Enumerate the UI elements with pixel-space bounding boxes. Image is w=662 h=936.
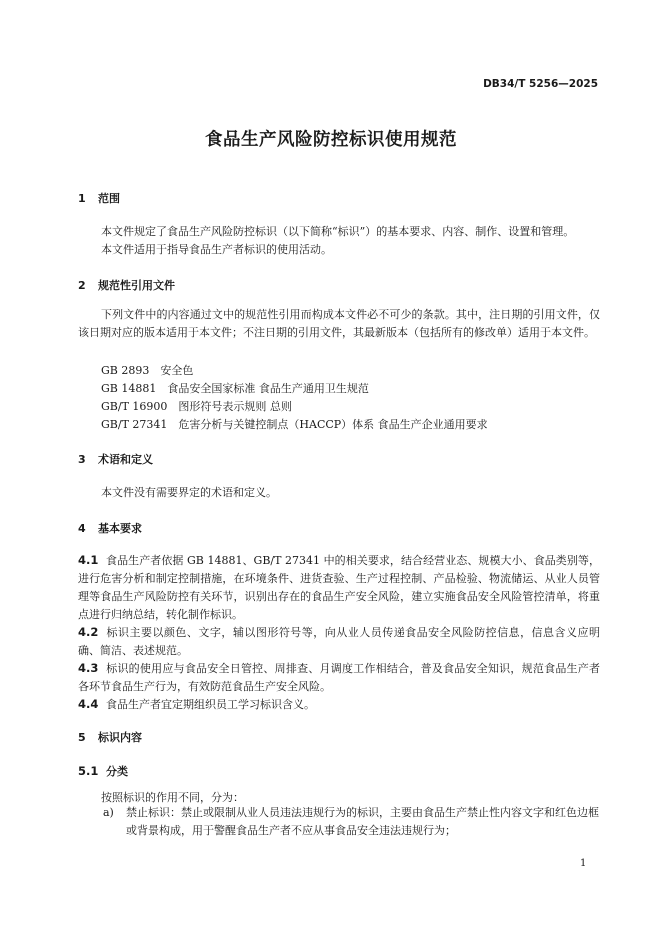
reference-item: GB/T 16900 图形符号表示规则 总则 <box>101 400 292 413</box>
section-title: 术语和定义 <box>98 453 153 466</box>
clause-text: 食品生产者依据 GB 14881、GB/T 27341 中的相关要求，结合经营业态、规模大小、食品类别等，进行危害分析和制定控制措施，在环境条件、进货查验、生产过程控制、产品检验、物流储运、从业人员管理等食品生产风险防控有关环节，识别出存在的食品生产安全风险，建立实施食品安全风险管控清单，将重点进行归纳总结，转化制作标识。 <box>78 554 600 621</box>
paragraph: 本文件没有需要界定的术语和定义。 <box>101 486 277 499</box>
section-title: 标识内容 <box>98 731 142 744</box>
document-title: 食品生产风险防控标识使用规范 <box>205 130 457 150</box>
section-title: 基本要求 <box>98 522 142 535</box>
subsection-number: 5.1 <box>78 764 99 778</box>
subsection-title: 分类 <box>106 765 128 778</box>
clause-4-4 <box>78 695 600 714</box>
clause-text: 食品生产者宜定期组织员工学习标识含义。 <box>106 698 315 711</box>
clause-4-3 <box>78 659 600 696</box>
clause-4-1 <box>78 551 600 624</box>
paragraph: 本文件规定了食品生产风险防控标识（以下简称“标识”）的基本要求、内容、制作、设置和管理。 <box>101 225 575 238</box>
clause-number: 4.3 <box>78 661 99 675</box>
section-title: 范围 <box>98 192 120 205</box>
document-number: DB34/T 5256—2025 <box>483 78 598 90</box>
clause-text: 标识主要以颜色、文字，辅以图形符号等，向从业人员传递食品安全风险防控信息，信息含义应明确、简洁、表述规范。 <box>78 626 600 657</box>
page-number: 1 <box>580 858 587 869</box>
clause-number: 4.1 <box>78 553 99 567</box>
section-3-heading <box>78 451 153 467</box>
section-1-heading <box>78 190 120 206</box>
section-number: 3 <box>78 453 86 466</box>
reference-item: GB 2893 安全色 <box>101 364 194 377</box>
list-item-text: 禁止标识：禁止或限制从业人员违法违规行为的标识，主要由食品生产禁止性内容文字和红色边框或背景构成，用于警醒食品生产者不应从事食品安全违法违规行为； <box>126 806 599 837</box>
subsection-5-1-heading <box>78 763 128 779</box>
section-title: 规范性引用文件 <box>98 279 175 292</box>
section-5-heading <box>78 729 142 745</box>
clause-4-2 <box>78 623 600 660</box>
reference-item: GB/T 27341 危害分析与关键控制点（HACCP）体系 食品生产企业通用要求 <box>101 418 488 431</box>
paragraph: 本文件适用于指导食品生产者标识的使用活动。 <box>101 243 332 256</box>
section-2-heading <box>78 277 175 293</box>
clause-number: 4.4 <box>78 697 99 711</box>
paragraph: 下列文件中的内容通过文中的规范性引用而构成本文件必不可少的条款。其中，注日期的引用文件，仅该日期对应的版本适用于本文件；不注日期的引用文件，其最新版本（包括所有的修改单）适用于本文件。 <box>78 308 600 339</box>
reference-item: GB 14881 食品安全国家标准 食品生产通用卫生规范 <box>101 382 369 395</box>
section-number: 2 <box>78 279 86 292</box>
section-number: 4 <box>78 522 86 535</box>
section-number: 1 <box>78 192 86 205</box>
paragraph: 按照标识的作用不同，分为： <box>101 791 244 804</box>
list-marker: a) <box>103 806 114 819</box>
list-item <box>103 804 600 840</box>
section-number: 5 <box>78 731 86 744</box>
clause-text: 标识的使用应与食品安全日管控、周排查、月调度工作相结合，普及食品安全知识，规范食品生产者各环节食品生产行为，有效防范食品生产安全风险。 <box>78 662 600 693</box>
section-4-heading <box>78 520 142 536</box>
clause-number: 4.2 <box>78 625 99 639</box>
